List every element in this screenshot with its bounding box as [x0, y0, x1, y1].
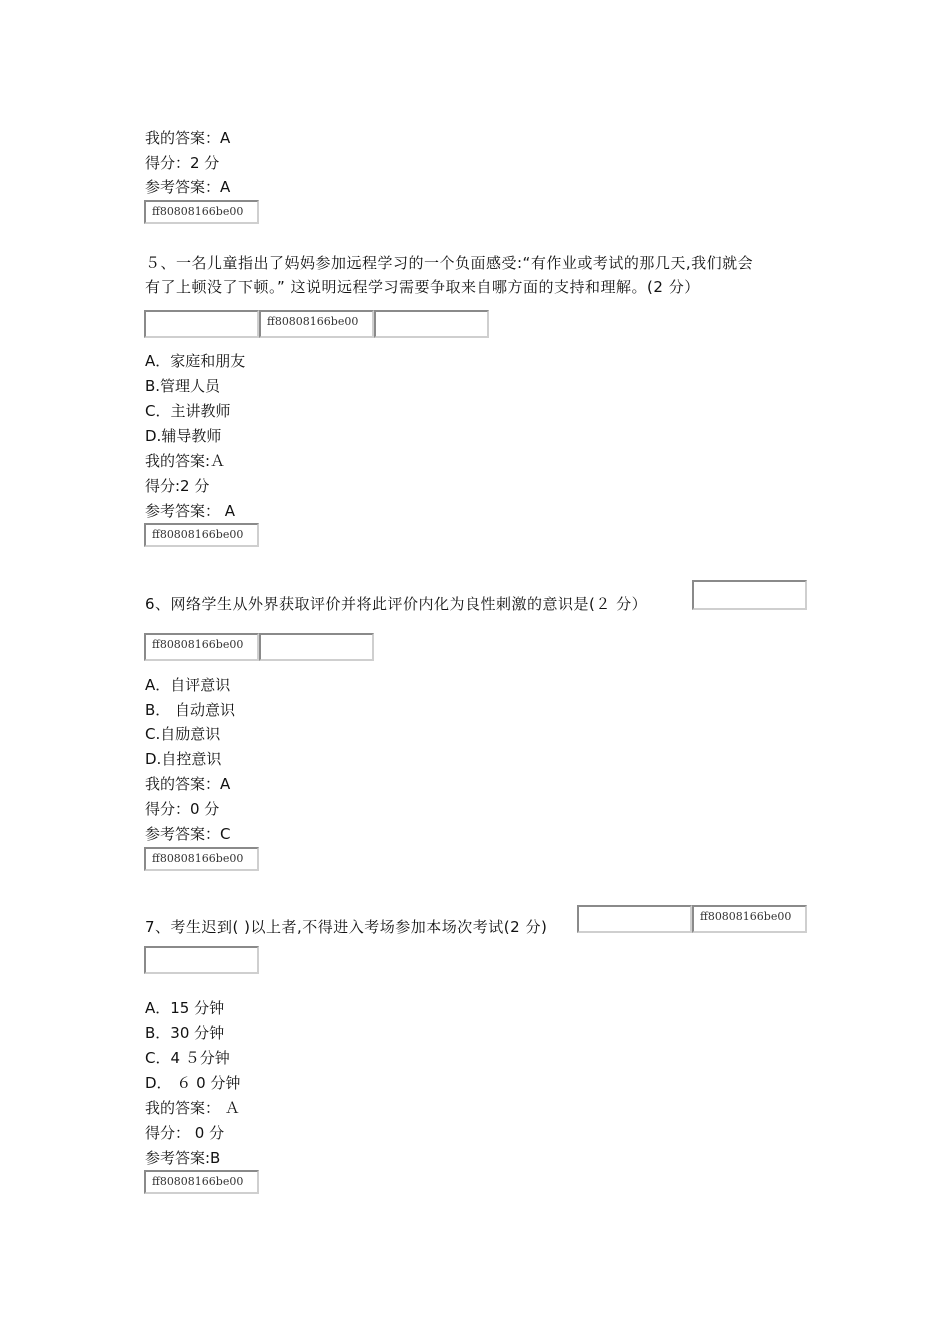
q7-code-field-2[interactable]: [144, 1170, 259, 1194]
q4-code-text: ff80808166be00: [152, 205, 244, 218]
q4-my-answer: 我的答案：A: [145, 129, 231, 147]
q7-option-c: C．4 ５分钟: [145, 1049, 230, 1067]
q4-reference-answer: 参考答案：A: [145, 178, 231, 196]
q6-option-a: A．自评意识: [145, 676, 231, 694]
q7-option-a: A．15 分钟: [145, 999, 225, 1017]
q5-code-text: ff80808166be00: [267, 315, 359, 328]
q7-code-text: ff80808166be00: [700, 910, 792, 923]
q7-blank-field-2[interactable]: [144, 946, 259, 974]
q7-option-b: B．30 分钟: [145, 1024, 225, 1042]
q5-my-answer: 我的答案:Ａ: [145, 452, 226, 470]
q6-score: 得分：0 分: [145, 800, 220, 818]
q7-score: 得分： 0 分: [145, 1124, 225, 1142]
q6-my-answer: 我的答案：A: [145, 775, 231, 793]
q6-blank-field-1[interactable]: [692, 580, 807, 610]
q7-code-text-2: ff80808166be00: [152, 1175, 244, 1188]
q7-question: 7、考生迟到( )以上者,不得进入考场参加本场次考试(2 分): [145, 918, 548, 936]
q6-option-d: D.自控意识: [145, 750, 222, 768]
q4-score: 得分：2 分: [145, 154, 220, 172]
q5-code-text-2: ff80808166be00: [152, 528, 244, 541]
q5-option-c: C．主讲教师: [145, 402, 231, 420]
q5-score: 得分:2 分: [145, 477, 210, 495]
q5-blank-field-1[interactable]: [144, 310, 259, 338]
q6-code-field[interactable]: [144, 633, 259, 661]
q5-code-field[interactable]: [259, 310, 374, 338]
q6-code-text-2: ff80808166be00: [152, 852, 244, 865]
q5-option-a: A．家庭和朋友: [145, 352, 246, 370]
q7-my-answer: 我的答案： Ａ: [145, 1099, 240, 1117]
q7-blank-field-1[interactable]: [577, 905, 692, 933]
q5-reference-answer: 参考答案： A: [145, 502, 236, 520]
q7-code-field[interactable]: [692, 905, 807, 933]
q4-code-field[interactable]: [144, 200, 259, 224]
q5-code-field-2[interactable]: [144, 523, 259, 547]
q5-question-line1: ５、一名儿童指出了妈妈参加远程学习的一个负面感受:“有作业或考试的那几天,我们就会: [145, 254, 754, 272]
q5-option-b: B.管理人员: [145, 377, 221, 395]
q6-reference-answer: 参考答案：C: [145, 825, 231, 843]
q6-option-c: C.自励意识: [145, 725, 221, 743]
q6-blank-field-2[interactable]: [259, 633, 374, 661]
q5-question-line2: 有了上顿没了下顿。” 这说明远程学习需要争取来自哪方面的支持和理解。(2 分）: [145, 278, 700, 296]
q7-reference-answer: 参考答案:B: [145, 1149, 221, 1167]
q5-blank-field-2[interactable]: [374, 310, 489, 338]
q6-code-text: ff80808166be00: [152, 638, 244, 651]
q6-code-field-2[interactable]: [144, 847, 259, 871]
q7-option-d: D． ６ 0 分钟: [145, 1074, 241, 1092]
q6-option-b: B． 自动意识: [145, 701, 236, 719]
q5-option-d: D.辅导教师: [145, 427, 222, 445]
q6-question: 6、网络学生从外界获取评价并将此评价内化为良性刺激的意识是(２ 分）: [145, 595, 648, 613]
